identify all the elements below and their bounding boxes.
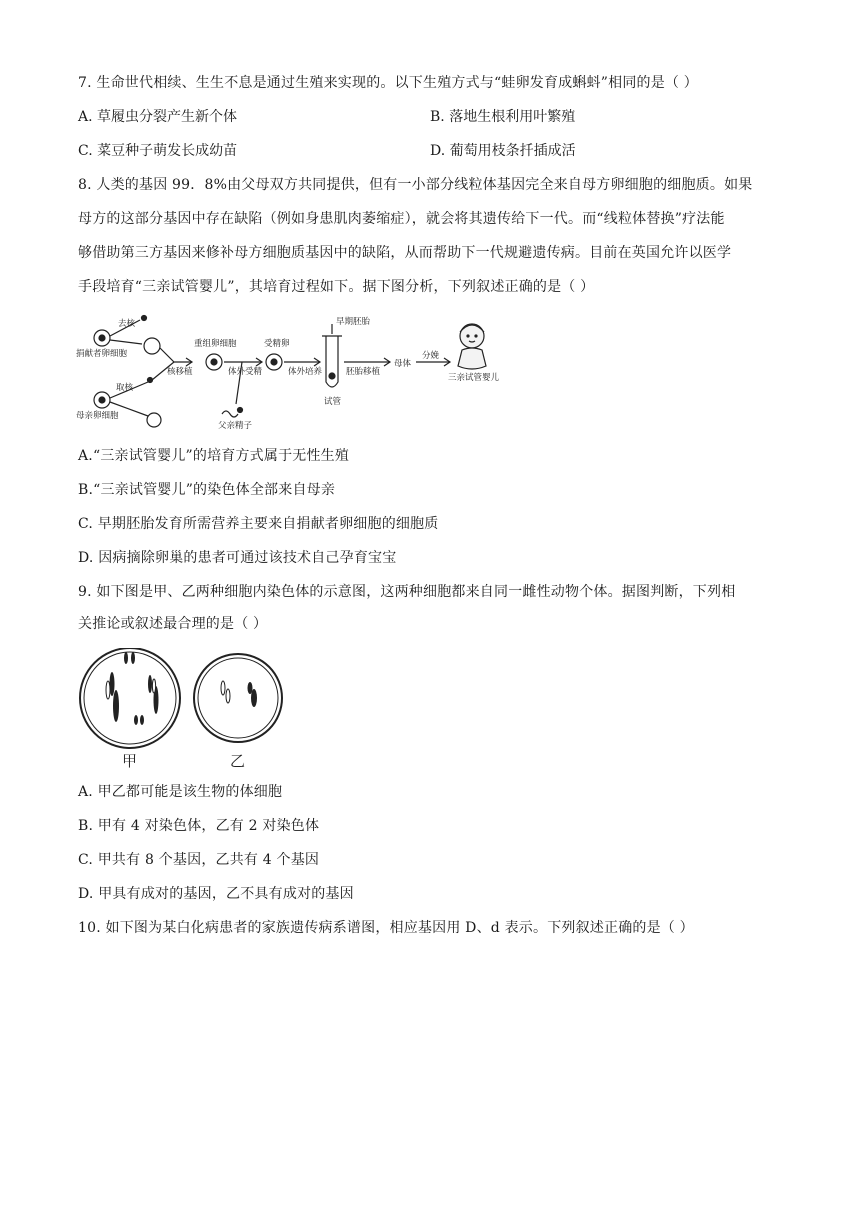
sperm-tail: [222, 411, 238, 417]
label-cell-yi: 乙: [230, 752, 246, 770]
q9-stem-line-2: 关推论或叙述最合理的是（ ）: [78, 616, 268, 632]
cell-jia: [80, 648, 180, 748]
q8-option-b: B.“三亲试管婴儿”的染色体全部来自母亲: [78, 482, 336, 498]
chromosome: [140, 715, 144, 725]
chromosome: [226, 689, 230, 703]
reconstructed-egg-nucleus: [211, 359, 217, 365]
mother-egg-nucleus: [99, 397, 105, 403]
label-delivery: 分娩: [422, 351, 440, 361]
label-early-embryo: 早期胚胎: [336, 317, 371, 327]
q9-option-d: D. 甲具有成对的基因，乙不具有成对的基因: [78, 886, 354, 902]
q8-process-diagram: [74, 312, 534, 432]
label-reconstructed-egg: 重组卵细胞: [194, 339, 237, 349]
label-mother-egg: 母亲卵细胞: [76, 411, 119, 421]
label-cell-jia: 甲: [122, 752, 138, 770]
label-ivf: 体外受精: [228, 367, 263, 377]
cell-yi: [194, 654, 282, 742]
chromosome: [134, 715, 138, 725]
label-test-tube: 试管: [324, 397, 342, 407]
chromosome: [148, 675, 152, 693]
label-father-sperm: 父亲精子: [218, 421, 253, 431]
q7-option-a: A. 草履虫分裂产生新个体: [78, 109, 238, 125]
label-nuclear-transfer: 核移植: [167, 367, 193, 377]
q8-option-a: A.“三亲试管婴儿”的培育方式属于无性生殖: [78, 448, 350, 464]
label-mother-body: 母体: [394, 359, 412, 369]
q9-option-a: A. 甲乙都可能是该生物的体细胞: [78, 784, 283, 800]
q8-stem-line-1: 8. 人类的基因 99．8%由父母双方共同提供，但有一小部分线粒体基因完全来自母方卵细胞的细胞质。如果: [78, 177, 753, 193]
baby-icon: [458, 324, 486, 369]
q8-option-d: D. 因病摘除卵巢的患者可通过该技术自己孕育宝宝: [78, 550, 397, 566]
chromosome: [251, 689, 257, 707]
q7-option-c: C. 菜豆种子萌发长成幼苗: [78, 143, 238, 159]
label-fertilized-egg: 受精卵: [264, 339, 290, 349]
mother-egg-remnant: [147, 413, 161, 427]
q7-option-b: B. 落地生根利用叶繁殖: [430, 109, 576, 125]
q7-stem: 7. 生命世代相续、生生不息是通过生殖来实现的。以下生殖方式与“蛙卵发育成蝌蚪”相同的是（ ）: [78, 75, 698, 91]
label-embryo-transfer: 胚胎移植: [346, 367, 381, 377]
q8-stem-line-2: 母方的这部分基因中存在缺陷（例如身患肌肉萎缩症），就会将其遗传给下一代。而“线粒体替换”疗法能: [78, 211, 725, 227]
q10-stem: 10. 如下图为某白化病患者的家族遗传病系谱图，相应基因用 D、d 表示。下列叙述正确的是（ ）: [78, 920, 694, 936]
q9-option-b: B. 甲有 4 对染色体，乙有 2 对染色体: [78, 818, 320, 834]
q8-stem-line-3: 够借助第三方基因来修补母方细胞质基因中的缺陷，从而帮助下一代规避遗传病。目前在英国允许以医学: [78, 245, 732, 261]
early-embryo-in-tube: [329, 373, 335, 379]
label-take-nucleus: 取核: [116, 383, 134, 393]
chromosome: [124, 652, 128, 664]
chromosome: [113, 690, 119, 722]
q8-option-c: C. 早期胚胎发育所需营养主要来自捐献者卵细胞的细胞质: [78, 516, 439, 532]
q9-stem-line-1: 9. 如下图是甲、乙两种细胞内染色体的示意图，这两种细胞都来自同一雌性动物个体。据图判断，下列相: [78, 584, 736, 600]
q9-cell-diagram: [78, 648, 298, 772]
label-remove-nucleus: 去核: [118, 319, 136, 329]
taken-nucleus: [148, 378, 153, 383]
label-donor-egg: 捐献者卵细胞: [76, 349, 128, 359]
chromosome: [221, 681, 225, 695]
enucleated-egg: [144, 338, 160, 354]
q7-option-d: D. 葡萄用枝条扦插成活: [430, 143, 576, 159]
chromosome: [131, 652, 135, 664]
removed-nucleus: [142, 316, 147, 321]
donor-egg-nucleus: [99, 335, 105, 341]
q8-stem-line-4: 手段培育“三亲试管婴儿”，其培育过程如下。据下图分析，下列叙述正确的是（ ）: [78, 279, 595, 295]
fertilized-egg-nucleus: [271, 359, 277, 365]
label-in-vitro-culture: 体外培养: [288, 367, 323, 377]
father-sperm-head: [238, 408, 243, 413]
label-baby: 三亲试管婴儿: [448, 373, 500, 383]
q9-option-c: C. 甲共有 8 个基因，乙共有 4 个基因: [78, 852, 320, 868]
